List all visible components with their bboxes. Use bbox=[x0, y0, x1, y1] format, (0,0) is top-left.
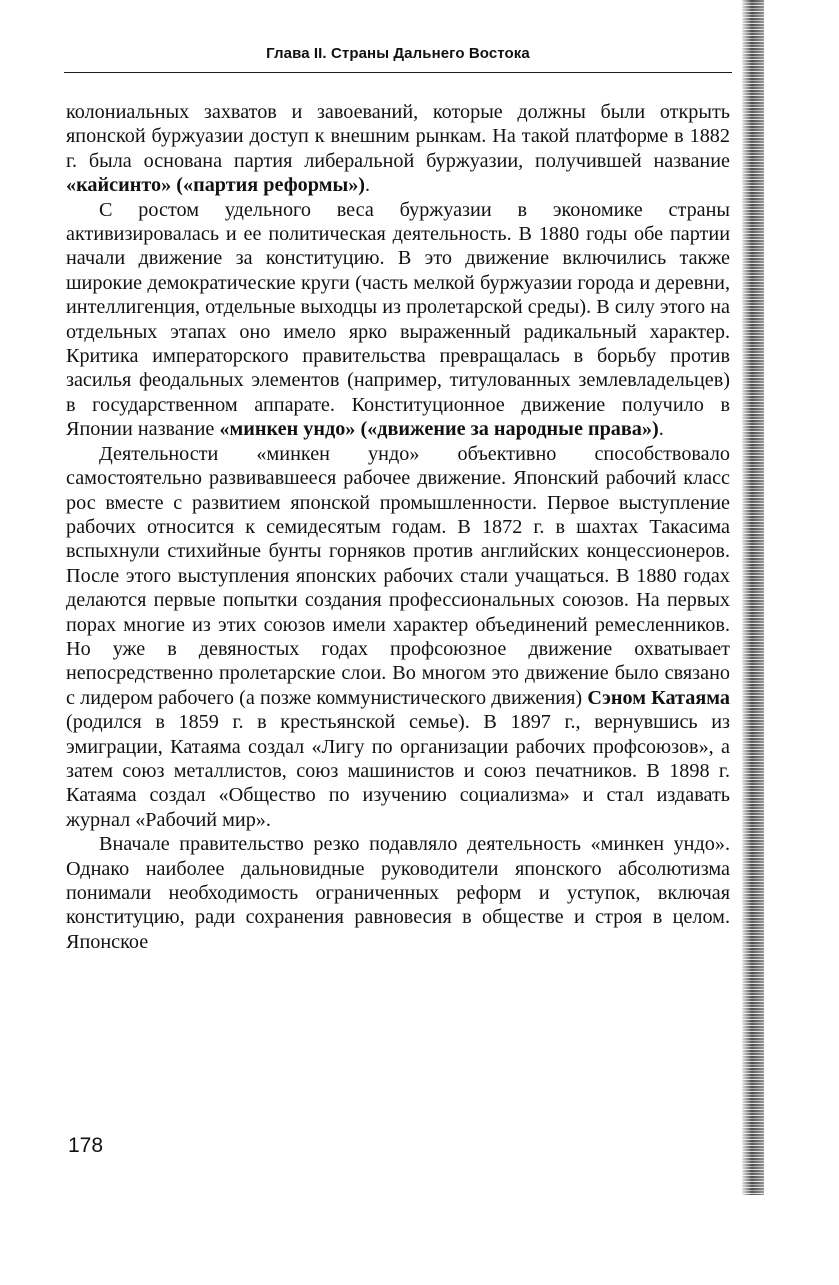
text-segment: . bbox=[365, 174, 371, 197]
paragraph-1 bbox=[66, 100, 730, 198]
term-sen-katayama: Сэном Катаяма bbox=[587, 686, 731, 709]
text-segment: . bbox=[658, 418, 664, 441]
body-text bbox=[66, 100, 730, 954]
page-edge-shadow bbox=[742, 0, 764, 1195]
running-title: Глава II. Страны Дальнего Востока bbox=[266, 45, 530, 62]
text-segment: колониальных захватов и завоеваний, которые должны были открыть японской буржуазии доступ к внешним рынкам. На такой платформе в 1882 г. была основана партия либеральной буржуазии, получившей название bbox=[66, 101, 730, 172]
paragraph-4 bbox=[66, 832, 730, 954]
text-segment: С ростом удельного веса буржуазии в экономике страны активизировалась и ее политическая деятельность. В 1880 годы обе партии начали движение за конституцию. В это движение включились также широкие демократические круги (часть мелкой буржуазии города и деревни, интеллигенция, отдельные выходцы из пролетарской среды). В силу этого на отдельных этапах оно имело ярко выраженный радикальный характер. Критика императорского правительства превращалась в борьбу против засилья феодальных элементов (например, титулованных землевладельцев) в государственном аппарате. Конституционное движение получило в Японии название bbox=[66, 198, 730, 441]
paragraph-3 bbox=[66, 442, 730, 833]
text-segment: Деятельности «минкен ундо» объективно способствовало самостоятельно развивавшееся рабочее движение. Японский рабочий класс рос вместе с развитием японской промышленности. Первое выступление рабочих относится к семидесятым годам. В 1872 г. в шахтах Такасима вспыхнули стихийные бунты горняков против английских концессионеров. После этого выступления японских рабочих стали учащаться. В 1880 годах делаются первые попытки создания профессиональных союзов. На первых порах многие из этих союзов имели характер объединений ремесленников. Но уже в девяностых годах профсоюзное движение охватывает непосредственно пролетарские слои. Во многом это движение было связано с лидером рабочего (а позже коммунистического движения) bbox=[66, 442, 730, 709]
paragraph-2 bbox=[66, 198, 730, 442]
text-segment: Вначале правительство резко подавляло деятельность «минкен ундо». Однако наиболее дальновидные руководители японского абсолютизма понимали необходимость ограниченных реформ и уступок, включая конституцию, ради сохранения равновесия в обществе и строя в целом. Японское bbox=[66, 833, 730, 953]
term-kaishinto: «кайсинто» («партия реформы») bbox=[66, 174, 366, 197]
page-number: 178 bbox=[68, 1134, 104, 1157]
header-rule bbox=[64, 72, 732, 73]
term-minken-undo: «минкен ундо» («движение за народные права») bbox=[219, 418, 659, 441]
text-segment: (родился в 1859 г. в крестьянской семье). В 1897 г., вернувшись из эмиграции, Катаяма создал «Лигу по организации рабочих профсоюзов», а затем союз металлистов, союз машинистов и союз печатников. В 1898 г. Катаяма создал «Общество по изучению социализма» и стал издавать журнал «Рабочий мир». bbox=[66, 711, 730, 831]
